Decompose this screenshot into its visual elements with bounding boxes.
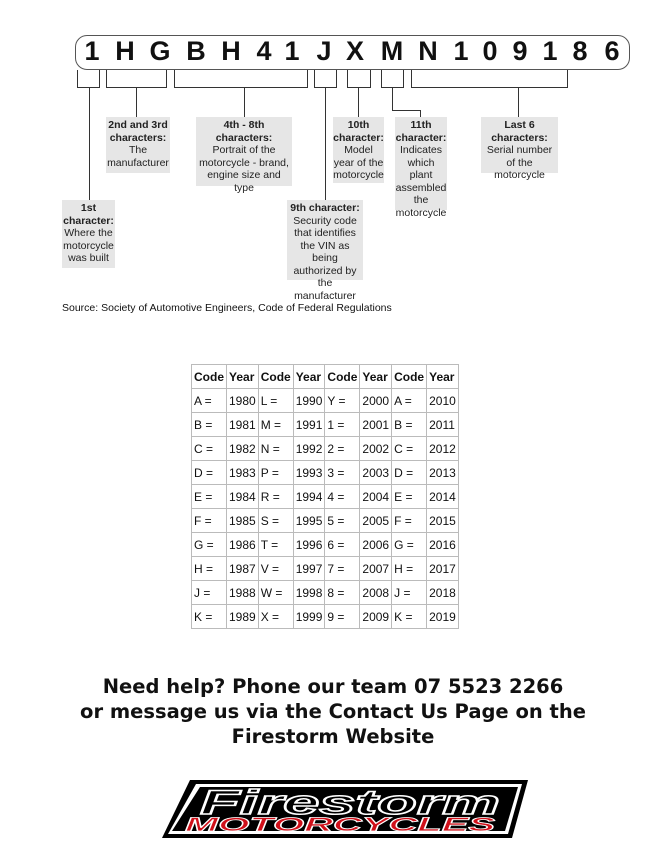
vin-character: H [221, 36, 241, 66]
vin-character: 1 [284, 36, 300, 66]
code-cell: B = [192, 413, 227, 437]
bracket-line [174, 70, 175, 87]
vin-character: 8 [572, 36, 588, 66]
bracket-line [381, 70, 382, 87]
bracket-line [403, 70, 404, 87]
code-cell: 1 = [325, 413, 360, 437]
bracket-line [174, 87, 308, 88]
help-message [0, 674, 666, 749]
label-title: 1st character: [63, 202, 114, 227]
bracket-line [99, 70, 100, 87]
column-header: Code [192, 365, 227, 389]
bracket-line [307, 70, 308, 87]
vin-character: 1 [453, 36, 469, 66]
column-header: Code [258, 365, 293, 389]
label-11th [395, 117, 447, 219]
year-cell: 2015 [427, 509, 459, 533]
year-cell: 1995 [293, 509, 325, 533]
code-cell: 8 = [325, 581, 360, 605]
label-body: Model year of the motorcycle [333, 144, 384, 181]
svg-text:MOTORCYCLES: MOTORCYCLES [185, 815, 496, 836]
bracket-line [166, 70, 167, 87]
bracket-line [77, 70, 78, 87]
vin-character: 1 [542, 36, 558, 66]
code-cell: L = [258, 389, 293, 413]
year-cell: 1985 [227, 509, 259, 533]
year-cell: 2001 [360, 413, 392, 437]
bracket-line [347, 87, 371, 88]
table-row [192, 437, 459, 461]
code-cell: 6 = [325, 533, 360, 557]
year-cell: 2000 [360, 389, 392, 413]
label-body: The manufacturer [107, 144, 169, 169]
bracket-line [136, 87, 137, 117]
bracket-line [411, 87, 568, 88]
year-cell: 1986 [227, 533, 259, 557]
label-title: 10th character: [333, 119, 384, 144]
bracket-line [420, 110, 421, 117]
code-cell: A = [192, 389, 227, 413]
code-cell: 2 = [325, 437, 360, 461]
year-cell: 1981 [227, 413, 259, 437]
year-cell: 1994 [293, 485, 325, 509]
code-cell: 7 = [325, 557, 360, 581]
label-2nd-3rd [106, 117, 170, 173]
table-row [192, 605, 459, 629]
bracket-line [325, 87, 326, 200]
code-cell: Y = [325, 389, 360, 413]
vin-character: B [186, 36, 206, 66]
code-cell: R = [258, 485, 293, 509]
code-cell: D = [192, 461, 227, 485]
vin-character: M [380, 36, 404, 66]
code-cell: G = [392, 533, 427, 557]
label-title: 9th character: [290, 202, 360, 214]
column-header: Code [392, 365, 427, 389]
label-title: 2nd and 3rd characters: [108, 119, 168, 144]
bracket-line [567, 70, 568, 87]
code-cell: D = [392, 461, 427, 485]
year-cell: 2019 [427, 605, 459, 629]
label-10th [333, 117, 384, 183]
table-row [192, 413, 459, 437]
code-cell: E = [192, 485, 227, 509]
code-cell: 9 = [325, 605, 360, 629]
code-cell: G = [192, 533, 227, 557]
year-cell: 2011 [427, 413, 459, 437]
column-header: Year [293, 365, 325, 389]
label-title: 4th - 8th characters: [215, 119, 273, 144]
code-cell: J = [392, 581, 427, 605]
year-cell: 2002 [360, 437, 392, 461]
year-cell: 1990 [293, 389, 325, 413]
vin-character: N [418, 36, 438, 66]
bracket-line [244, 87, 245, 117]
bracket-line [392, 87, 393, 110]
vin-character: J [316, 36, 332, 66]
bracket-line [392, 110, 420, 111]
code-cell: F = [392, 509, 427, 533]
bracket-line [370, 70, 371, 87]
year-cell: 2016 [427, 533, 459, 557]
code-cell: S = [258, 509, 293, 533]
bracket-line [336, 70, 337, 87]
code-cell: C = [192, 437, 227, 461]
help-line: Need help? Phone our team 07 5523 2266 [102, 675, 564, 698]
year-cell: 1982 [227, 437, 259, 461]
vin-character: 6 [604, 36, 620, 66]
year-cell: 1993 [293, 461, 325, 485]
year-cell: 2008 [360, 581, 392, 605]
label-title: 11th character: [395, 119, 447, 144]
bracket-line [89, 87, 90, 200]
code-cell: J = [192, 581, 227, 605]
code-cell: 5 = [325, 509, 360, 533]
year-cell: 1980 [227, 389, 259, 413]
year-cell: 2007 [360, 557, 392, 581]
code-cell: F = [192, 509, 227, 533]
year-cell: 1988 [227, 581, 259, 605]
label-4th-8th [196, 117, 292, 194]
vin-character: 9 [512, 36, 528, 66]
table-row [192, 461, 459, 485]
label-body: Portrait of the motorcycle - brand, engine size and type [199, 144, 289, 194]
year-cell: 2013 [427, 461, 459, 485]
code-cell: E = [392, 485, 427, 509]
label-body: Security code that identifies the VIN as being authorized by the manufacturer [293, 214, 357, 302]
code-cell: C = [392, 437, 427, 461]
code-cell: W = [258, 581, 293, 605]
year-cell: 2018 [427, 581, 459, 605]
table-row [192, 389, 459, 413]
year-cell: 2006 [360, 533, 392, 557]
label-9th [287, 200, 363, 302]
svg-text:Firestorm: Firestorm [200, 784, 500, 822]
year-cell: 2014 [427, 485, 459, 509]
vin-character: 4 [256, 36, 272, 66]
vin-character: G [149, 36, 171, 66]
firestorm-logo [160, 778, 530, 840]
column-header: Year [427, 365, 459, 389]
year-cell: 2009 [360, 605, 392, 629]
code-cell: X = [258, 605, 293, 629]
bracket-line [314, 70, 315, 87]
year-cell: 1997 [293, 557, 325, 581]
vin-character: X [345, 36, 365, 66]
code-cell: K = [392, 605, 427, 629]
label-body: Indicates which plant assembled the motorcycle [395, 144, 447, 219]
vin-character: H [115, 36, 135, 66]
table-row [192, 485, 459, 509]
code-cell: K = [192, 605, 227, 629]
label-body: Serial number of the motorcycle [486, 144, 553, 181]
year-cell: 1998 [293, 581, 325, 605]
year-cell: 2010 [427, 389, 459, 413]
bracket-line [106, 70, 107, 87]
help-line: Firestorm Website [231, 725, 435, 748]
year-cell: 2003 [360, 461, 392, 485]
table-row [192, 581, 459, 605]
code-cell: T = [258, 533, 293, 557]
year-cell: 2017 [427, 557, 459, 581]
code-cell: V = [258, 557, 293, 581]
table-row [192, 509, 459, 533]
year-cell: 1989 [227, 605, 259, 629]
bracket-line [347, 70, 348, 87]
year-cell: 1992 [293, 437, 325, 461]
model-year-table [191, 364, 459, 629]
year-cell: 2004 [360, 485, 392, 509]
bracket-line [411, 70, 412, 87]
year-cell: 1983 [227, 461, 259, 485]
column-header: Year [360, 365, 392, 389]
source-note: Source: Society of Automotive Engineers, Code of Federal Regulations [62, 302, 392, 314]
bracket-line [518, 87, 519, 117]
code-cell: B = [392, 413, 427, 437]
year-cell: 1987 [227, 557, 259, 581]
year-cell: 1996 [293, 533, 325, 557]
year-cell: 1991 [293, 413, 325, 437]
code-cell: P = [258, 461, 293, 485]
vin-character: 0 [482, 36, 498, 66]
label-title: Last 6 characters: [491, 119, 548, 144]
label-body: Where the motorcycle was built [63, 227, 114, 264]
year-cell: 1984 [227, 485, 259, 509]
label-1st [62, 200, 115, 268]
help-line: or message us via the Contact Us Page on the [80, 700, 586, 723]
code-cell: M = [258, 413, 293, 437]
code-cell: A = [392, 389, 427, 413]
table-header-row [192, 365, 459, 389]
code-cell: N = [258, 437, 293, 461]
year-cell: 1999 [293, 605, 325, 629]
bracket-line [358, 87, 359, 117]
column-header: Code [325, 365, 360, 389]
label-last-6 [481, 117, 558, 181]
year-cell: 2005 [360, 509, 392, 533]
code-cell: H = [192, 557, 227, 581]
table-row [192, 533, 459, 557]
column-header: Year [227, 365, 259, 389]
year-cell: 2012 [427, 437, 459, 461]
code-cell: 4 = [325, 485, 360, 509]
table-row [192, 557, 459, 581]
code-cell: H = [392, 557, 427, 581]
vin-character: 1 [84, 36, 100, 66]
code-cell: 3 = [325, 461, 360, 485]
